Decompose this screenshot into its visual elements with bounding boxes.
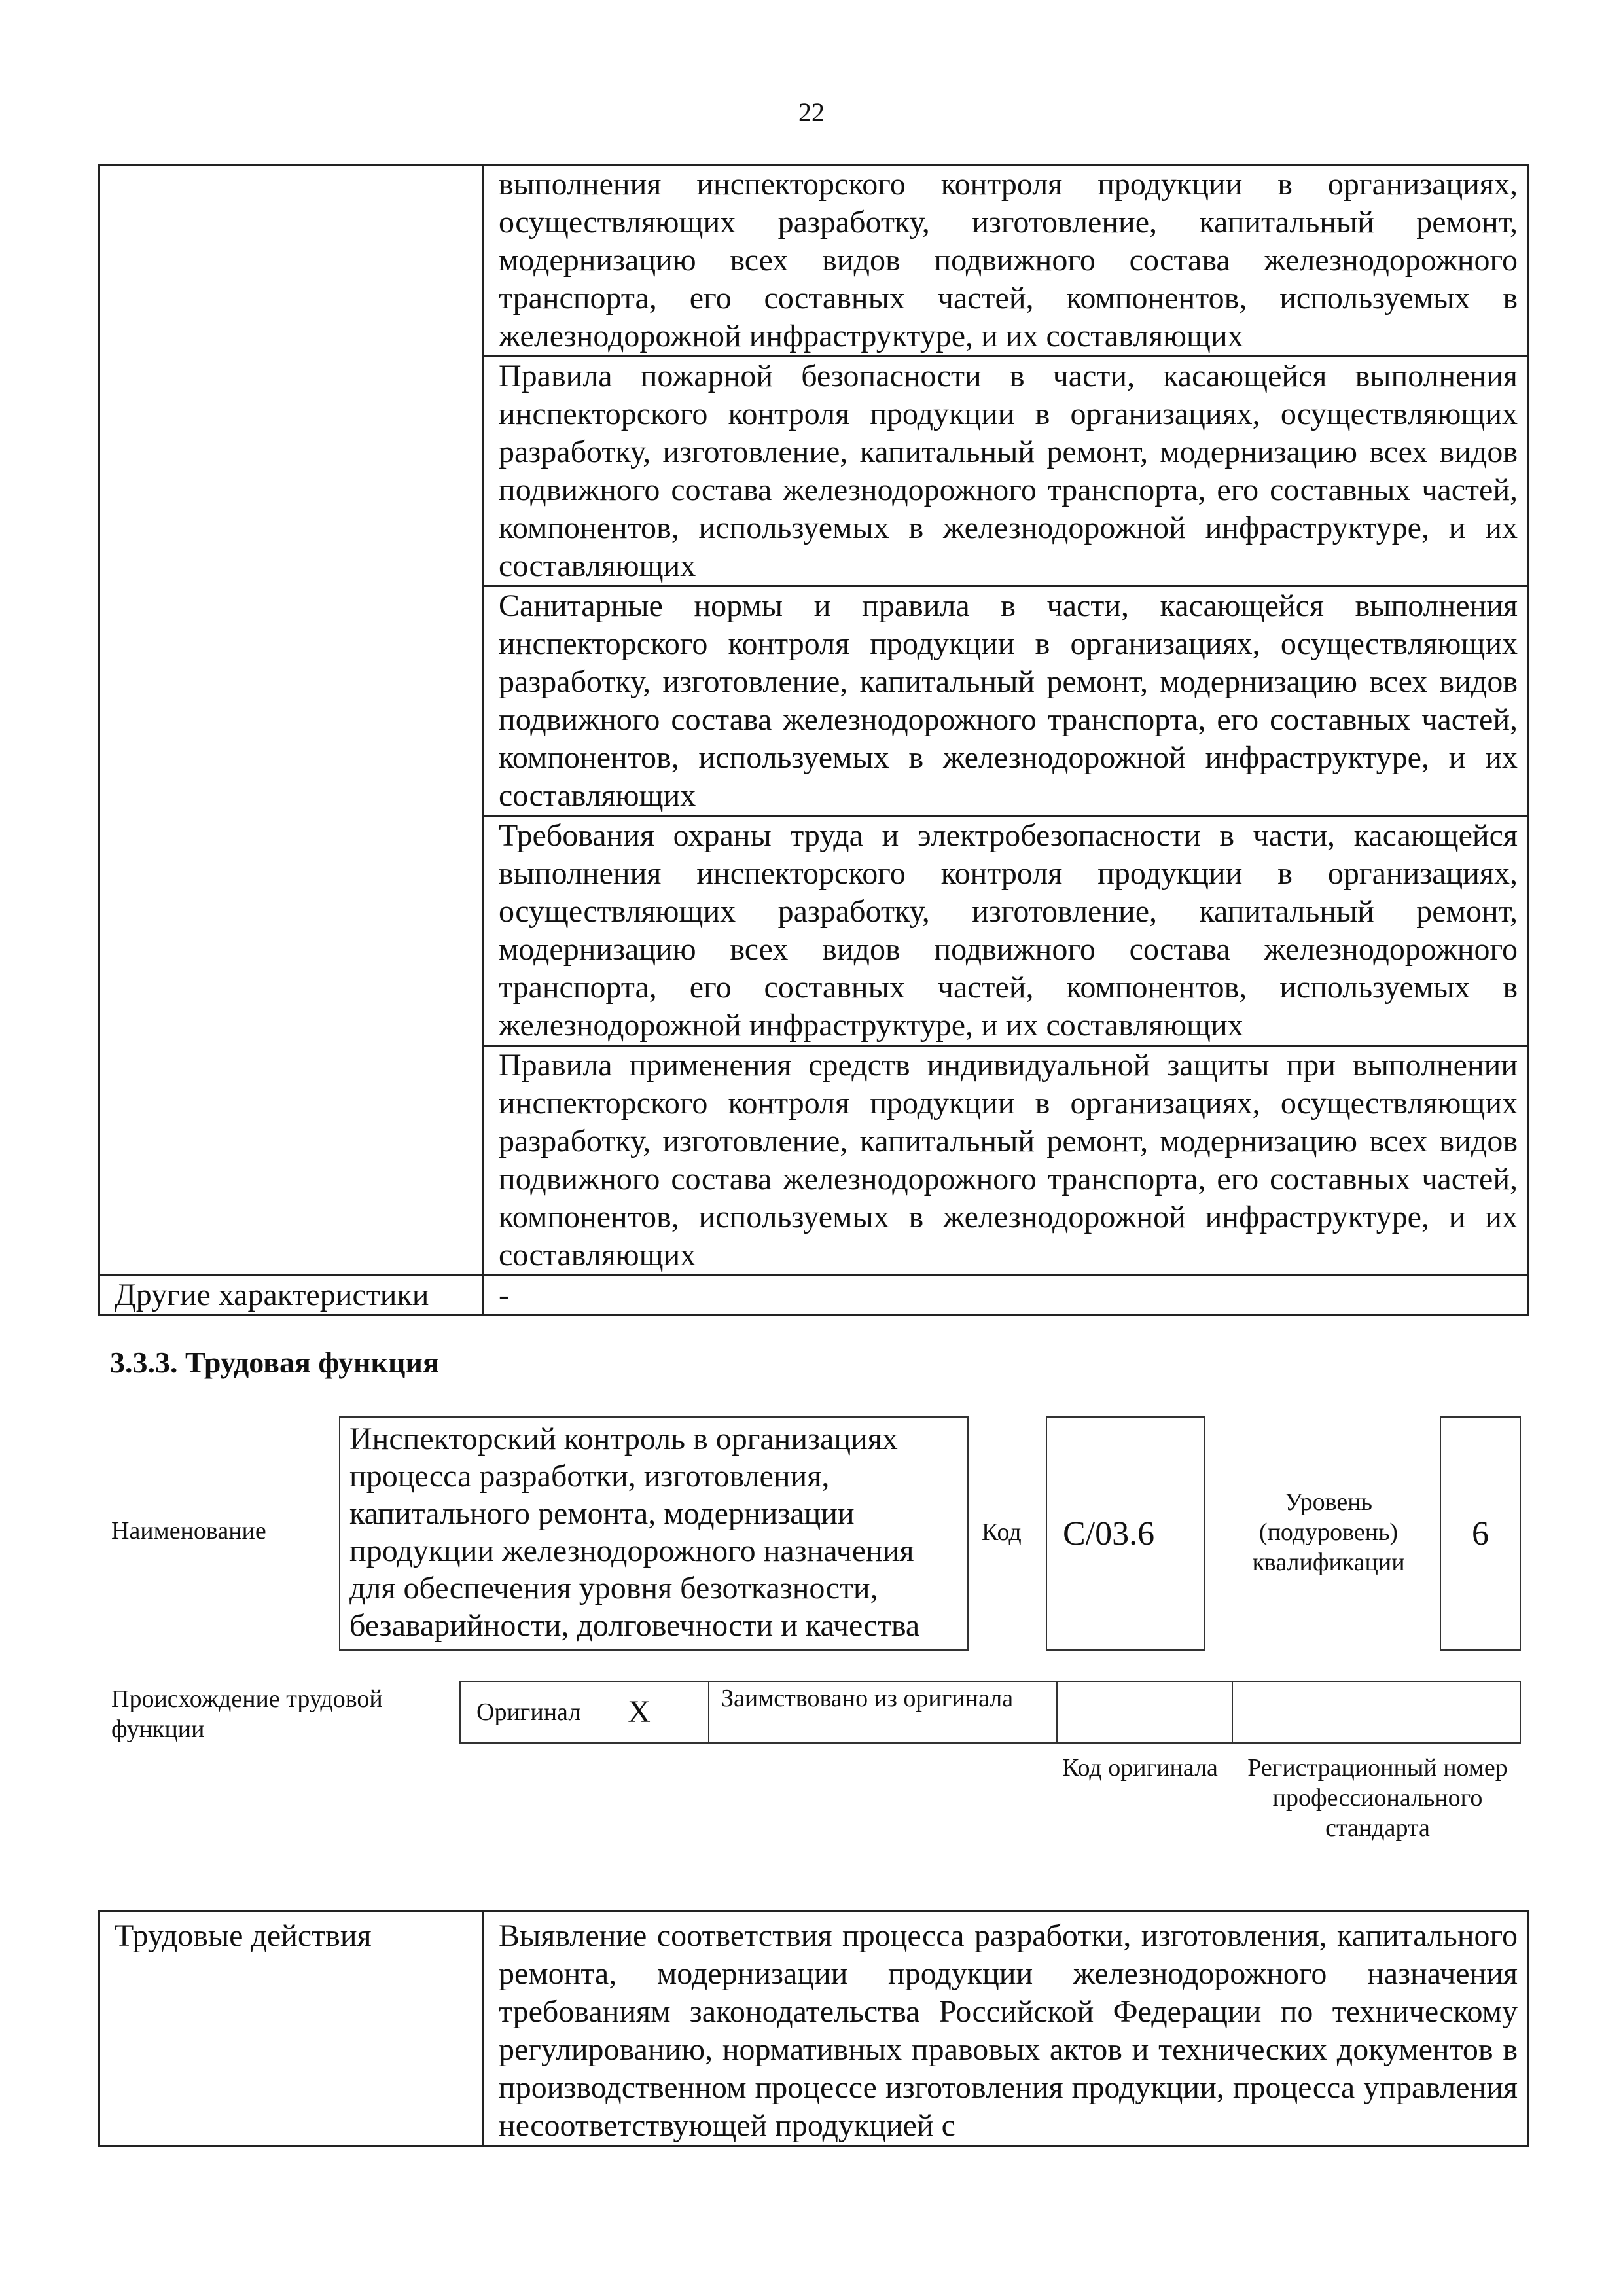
table-cell: Правила применения средств индивидуальной защиты при выполнении инспекторского контроля продукции в организациях, осуществляющих разработку, изготовление, капитальный ремонт, модернизацию всех видов подвижного состава железнодорожного транспорта, его составных частей, компонентов, используемых в железнодорожной инфраструктуре, и их составляющих — [484, 1046, 1528, 1276]
level-value: 6 — [1472, 1515, 1489, 1552]
table-cell: Правила пожарной безопасности в части, касающейся выполнения инспекторского контроля продукции в организациях, осуществляющих разработку, изготовление, капитальный ремонт, модернизацию всех видов подвижного состава железнодорожного транспорта, его составных частей, компонентов, используемых в железнодорожной инфраструктуре, и их составляющих — [484, 357, 1528, 586]
section-heading: 3.3.3. Трудовая функция — [110, 1346, 439, 1379]
code-value: C/03.6 — [1063, 1515, 1155, 1552]
registration-number-cell — [1233, 1682, 1520, 1742]
original-cell — [461, 1682, 709, 1742]
table-cell: Требования охраны труда и электробезопасности в части, касающейся выполнения инспекторского контроля продукции в организациях, осуществляющих разработку, изготовление, капитальный ремонт, модернизацию всех видов подвижного состава железнодорожного транспорта, его составных частей, компонентов, используемых в железнодорожной инфраструктуре, и их составляющих — [484, 816, 1528, 1046]
actions-table — [98, 1910, 1529, 2147]
borrowed-cell: Заимствовано из оригинала — [709, 1682, 1058, 1742]
level-label: Уровень (подуровень) квалификации — [1252, 1488, 1405, 1576]
table-cell: Санитарные нормы и правила в части, касающейся выполнения инспекторского контроля продукции в организациях, осуществляющих разработку, изготовление, капитальный ремонт, модернизацию всех видов подвижного состава железнодорожного транспорта, его составных частей, компонентов, используемых в железнодорожной инфраструктуре, и их составляющих — [484, 586, 1528, 816]
table-row — [99, 1911, 1528, 2146]
code-box — [1046, 1416, 1205, 1651]
original-mark: X — [628, 1695, 651, 1729]
function-name-box: Инспекторский контроль в организациях процесса разработки, изготовления, капитального ремонта, модернизации продукции железнодорожного назначения для обеспечения уровня безотказности, безаварийности, долговечности и качества — [339, 1416, 969, 1651]
table-row — [99, 165, 1528, 357]
left-cell-empty — [99, 165, 484, 1276]
other-characteristics-label: Другие характеристики — [99, 1276, 484, 1316]
code-original-caption: Код оригинала — [1062, 1754, 1218, 1782]
table-cell: выполнения инспекторского контроля продукции в организациях, осуществляющих разработку, изготовление, капитальный ремонт, модернизацию всех видов подвижного состава железнодорожного транспорта, его составных частей, компонентов, используемых в железнодорожной инфраструктуре, и их составляющих — [484, 165, 1528, 357]
code-original-cell — [1058, 1682, 1233, 1742]
table-row — [99, 1276, 1528, 1316]
registration-caption: Регистрационный номер профессионального стандарта — [1247, 1754, 1508, 1842]
original-label: Оригинал — [476, 1698, 581, 1726]
origin-label: Происхождение трудовой функции — [111, 1685, 383, 1743]
level-box — [1440, 1416, 1521, 1651]
origin-row — [459, 1681, 1521, 1744]
actions-text: Выявление соответствия процесса разработки, изготовления, капитального ремонта, модернизации продукции железнодорожного назначения требованиям законодательства Российской Федерации по техническому регулированию, нормативных правовых актов и технических документов в производственном процессе изготовления продукции, процесса управления несоответствующей продукцией с — [484, 1911, 1528, 2146]
other-characteristics-value: - — [484, 1276, 1528, 1316]
actions-label: Трудовые действия — [99, 1911, 484, 2146]
page-number: 22 — [798, 98, 825, 127]
knowledge-table — [98, 164, 1529, 1316]
code-label: Код — [982, 1518, 1022, 1546]
name-label: Наименование — [111, 1517, 266, 1545]
